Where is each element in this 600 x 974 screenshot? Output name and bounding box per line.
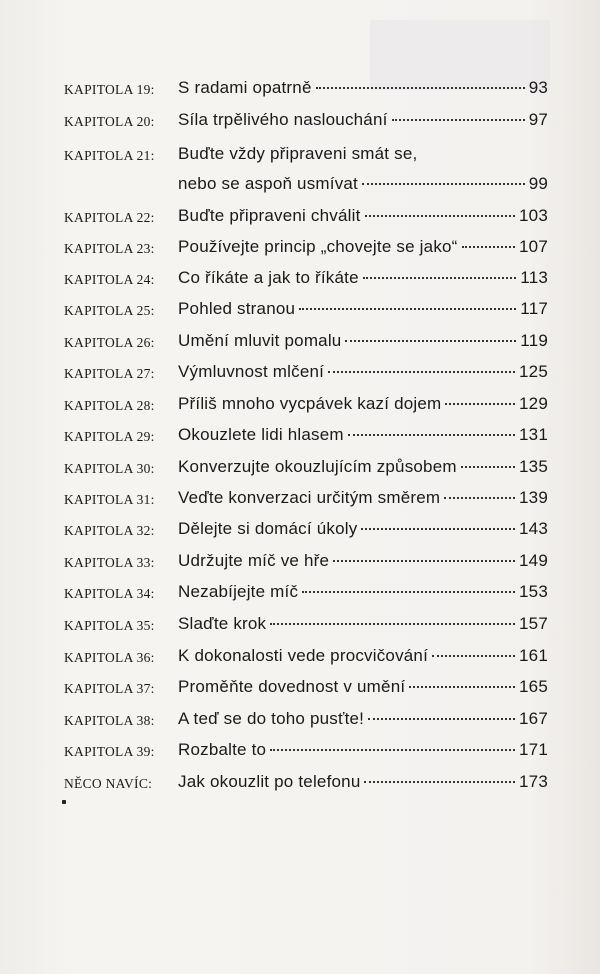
chapter-title: Rozbalte to — [178, 740, 267, 759]
chapter-label: KAPITOLA 35: — [64, 618, 155, 633]
toc-entry[interactable] — [0, 768, 600, 798]
page-number: 131 — [519, 425, 548, 444]
chapter-title: Síla trpělivého naslouchání — [178, 110, 388, 129]
chapter-label: KAPITOLA 32: — [64, 523, 155, 538]
toc-entry[interactable] — [0, 705, 600, 735]
chapter-title: nebo se aspoň usmívat — [178, 174, 358, 193]
page-number: 171 — [519, 740, 548, 759]
toc-entry[interactable] — [0, 358, 600, 388]
chapter-title: A teď se do toho pusťte! — [178, 709, 365, 728]
page-number: 135 — [519, 457, 548, 476]
chapter-label: KAPITOLA 39: — [64, 744, 155, 759]
toc-entry-continued[interactable] — [0, 170, 600, 200]
page-number: 157 — [519, 614, 548, 633]
chapter-label: KAPITOLA 33: — [64, 555, 155, 570]
toc-entry[interactable] — [0, 673, 600, 703]
page-number: 129 — [519, 394, 548, 413]
toc-entry[interactable] — [0, 421, 600, 451]
chapter-title: Dělejte si domácí úkoly — [178, 519, 358, 538]
toc-entry[interactable] — [0, 547, 600, 577]
page-number: 117 — [520, 299, 548, 318]
chapter-title: S radami opatrně — [178, 78, 312, 97]
page-number: 167 — [519, 709, 548, 728]
chapter-title: Pohled stranou — [178, 299, 296, 318]
page-number: 165 — [519, 677, 548, 696]
page-number: 97 — [528, 110, 548, 129]
chapter-title: Slaďte krok — [178, 614, 267, 633]
chapter-label: KAPITOLA 27: — [64, 366, 155, 381]
page-number: 173 — [519, 772, 548, 791]
page-number: 93 — [528, 78, 548, 97]
chapter-title: Umění mluvit pomalu — [178, 331, 342, 350]
toc-entry[interactable] — [0, 233, 600, 263]
chapter-title: Okouzlete lidi hlasem — [178, 425, 344, 444]
chapter-title: Buďte vždy připraveni smát se, — [178, 144, 418, 163]
chapter-title: Co říkáte a jak to říkáte — [178, 268, 359, 287]
chapter-title: Příliš mnoho vycpávek kazí dojem — [178, 394, 442, 413]
chapter-label: KAPITOLA 36: — [64, 650, 155, 665]
chapter-title: Nezabíjejte míč — [178, 582, 299, 601]
toc-entry[interactable] — [0, 106, 600, 136]
page-number: 149 — [519, 551, 548, 570]
toc-entry[interactable] — [0, 140, 600, 170]
ink-speck — [62, 800, 66, 804]
chapter-title: Používejte princip „chovejte se jako“ — [178, 237, 458, 256]
chapter-title: Jak okouzlit po telefonu — [178, 772, 361, 791]
chapter-label: KAPITOLA 29: — [64, 429, 155, 444]
chapter-label: KAPITOLA 21: — [64, 148, 155, 163]
chapter-label: KAPITOLA 38: — [64, 713, 155, 728]
chapter-label: KAPITOLA 25: — [64, 303, 155, 318]
toc-entry[interactable] — [0, 736, 600, 766]
page-number: 161 — [519, 646, 548, 665]
chapter-label: KAPITOLA 22: — [64, 210, 155, 225]
page-number: 143 — [519, 519, 548, 538]
chapter-label: KAPITOLA 20: — [64, 114, 155, 129]
toc-entry[interactable] — [0, 515, 600, 545]
chapter-label: KAPITOLA 34: — [64, 586, 155, 601]
chapter-title: K dokonalosti vede procvičování — [178, 646, 429, 665]
toc-entry[interactable] — [0, 202, 600, 232]
chapter-label: KAPITOLA 24: — [64, 272, 155, 287]
chapter-title: Proměňte dovednost v umění — [178, 677, 406, 696]
chapter-label: KAPITOLA 23: — [64, 241, 155, 256]
toc-entry[interactable] — [0, 327, 600, 357]
toc-entry[interactable] — [0, 264, 600, 294]
page-number: 113 — [520, 268, 548, 287]
chapter-label: KAPITOLA 31: — [64, 492, 155, 507]
toc-entry[interactable] — [0, 295, 600, 325]
page-number: 119 — [520, 331, 548, 350]
chapter-label: KAPITOLA 26: — [64, 335, 155, 350]
chapter-title: Udržujte míč ve hře — [178, 551, 330, 570]
chapter-title: Konverzujte okouzlujícím způsobem — [178, 457, 457, 476]
chapter-title: Výmluvnost mlčení — [178, 362, 325, 381]
chapter-label: KAPITOLA 37: — [64, 681, 155, 696]
toc-entry[interactable] — [0, 578, 600, 608]
chapter-title: Buďte připraveni chválit — [178, 206, 361, 225]
toc-entry[interactable] — [0, 390, 600, 420]
page-number: 125 — [519, 362, 548, 381]
page-number: 99 — [528, 174, 548, 193]
chapter-label: KAPITOLA 30: — [64, 461, 155, 476]
toc-entry[interactable] — [0, 453, 600, 483]
chapter-title: Veďte konverzaci určitým směrem — [178, 488, 441, 507]
toc-entry[interactable] — [0, 610, 600, 640]
page-number: 107 — [519, 237, 548, 256]
page-number: 153 — [519, 582, 548, 601]
toc-entry[interactable] — [0, 74, 600, 104]
chapter-label: KAPITOLA 28: — [64, 398, 155, 413]
chapter-label: NĚCO NAVÍC: — [64, 776, 153, 791]
toc-entry[interactable] — [0, 484, 600, 514]
page-number: 103 — [519, 206, 548, 225]
chapter-label: KAPITOLA 19: — [64, 82, 155, 97]
page-number: 139 — [519, 488, 548, 507]
toc-entry[interactable] — [0, 642, 600, 672]
